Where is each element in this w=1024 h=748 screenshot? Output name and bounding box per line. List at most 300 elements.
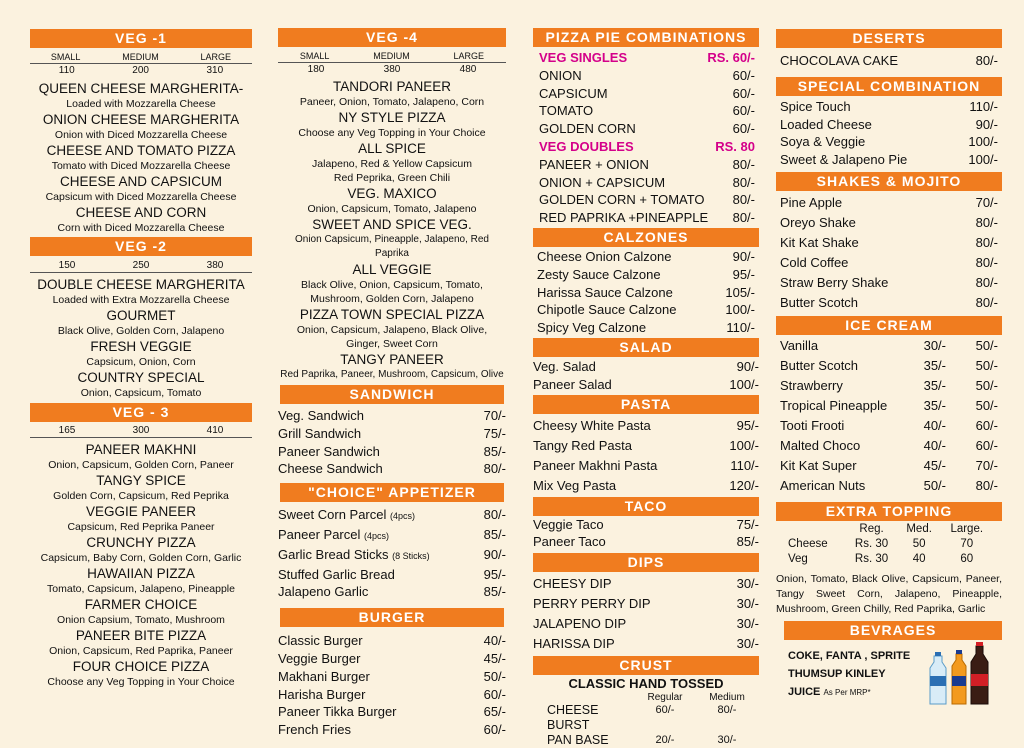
menu-row bbox=[278, 583, 506, 601]
menu-row bbox=[278, 443, 506, 461]
shakes-list bbox=[776, 191, 1002, 313]
singles-price: RS. 60/- bbox=[707, 50, 755, 65]
menu-item-desc: Onion with Diced Mozzarella Cheese bbox=[54, 129, 228, 141]
item-name: Sweet & Jalapeno Pie bbox=[780, 152, 908, 168]
menu-item-name: ALL SPICE bbox=[358, 141, 426, 156]
menu-item-name: TANGY SPICE bbox=[96, 473, 186, 488]
menu-item-name: NY STYLE PIZZA bbox=[338, 110, 446, 125]
item-name: PAN BASE bbox=[547, 733, 609, 748]
veg3-header: VEG - 3 bbox=[30, 403, 252, 422]
bevrage-line bbox=[788, 686, 871, 698]
size-large: LARGE bbox=[453, 51, 485, 61]
menu-item-desc: Tomato, Capsicum, Jalapeno, Pineapple bbox=[47, 583, 235, 595]
column-2 bbox=[278, 0, 506, 739]
menu-row bbox=[780, 116, 998, 134]
price-large: 380 bbox=[206, 260, 224, 271]
item-price: 60/- bbox=[732, 121, 755, 137]
menu-row bbox=[537, 266, 755, 284]
veg4-list bbox=[278, 78, 506, 382]
menu-item-name: CHEESE AND TOMATO PIZZA bbox=[46, 143, 236, 158]
extra-col: Large. bbox=[950, 522, 984, 535]
taco-list bbox=[533, 516, 759, 552]
item-price: 85/- bbox=[483, 526, 506, 542]
item-price: 90/- bbox=[736, 358, 759, 374]
menu-row bbox=[780, 273, 998, 293]
item-price: 50/- bbox=[483, 668, 506, 684]
menu-item-desc: Capsicum with Diced Mozzarella Cheese bbox=[45, 191, 237, 203]
item-price: 60/- bbox=[483, 686, 506, 702]
taco-header: TACO bbox=[533, 497, 759, 516]
item-price: 110/- bbox=[730, 457, 759, 473]
menu-row bbox=[533, 416, 759, 436]
menu-row bbox=[278, 407, 506, 425]
menu-row bbox=[533, 594, 759, 614]
menu-row bbox=[780, 376, 998, 396]
item-name: Stuffed Garlic Bread bbox=[278, 566, 395, 582]
menu-item-name: TANGY PANEER bbox=[340, 352, 444, 367]
menu-row bbox=[788, 537, 992, 552]
item-name: Paneer Taco bbox=[533, 534, 606, 550]
menu-item-desc: Capsicum, Red Peprika Paneer bbox=[67, 521, 215, 533]
menu-row bbox=[547, 733, 759, 748]
item-name: Loaded Cheese bbox=[780, 116, 872, 132]
item-name: PERRY PERRY DIP bbox=[533, 596, 651, 612]
veg2-prices bbox=[30, 259, 252, 273]
item-price: 80/- bbox=[975, 254, 998, 270]
item-price: 80/- bbox=[975, 234, 998, 250]
item-name: Veg. Salad bbox=[533, 358, 596, 374]
menu-row bbox=[537, 284, 755, 302]
item-price: 80/- bbox=[732, 210, 755, 226]
singles-label: VEG SINGLES bbox=[539, 50, 628, 65]
veg-doubles-row bbox=[539, 138, 755, 156]
item-price: 60/- bbox=[732, 85, 755, 101]
item-price: 40/- bbox=[923, 417, 946, 433]
column-3 bbox=[533, 0, 759, 748]
pizzapie-header: PIZZA PIE COMBINATIONS bbox=[533, 28, 759, 47]
item-name: Paneer Sandwich bbox=[278, 443, 380, 459]
menu-item-desc: Golden Corn, Capsicum, Red Peprika bbox=[53, 490, 229, 502]
crust-header: CRUST bbox=[533, 656, 759, 675]
crust-col-headers bbox=[547, 692, 759, 703]
menu-item-name: QUEEN CHEESE MARGHERITA- bbox=[38, 81, 244, 96]
doubles-label: VEG DOUBLES bbox=[539, 138, 634, 154]
menu-item-name: PANEER BITE PIZZA bbox=[75, 628, 207, 643]
item-price: 65/- bbox=[483, 704, 506, 720]
veg1-list bbox=[30, 80, 252, 235]
menu-row bbox=[780, 98, 998, 116]
item-price: 30/- bbox=[736, 576, 759, 592]
price-medium: 380 bbox=[383, 64, 401, 75]
item-price: 100/- bbox=[968, 134, 998, 150]
menu-row bbox=[533, 614, 759, 634]
bevrage-line: THUMSUP KINLEY bbox=[788, 667, 886, 680]
item-name: Veg. Sandwich bbox=[278, 408, 365, 423]
menu-item-name: VEG. MAXICO bbox=[347, 186, 437, 201]
item-name: RED PAPRIKA +PINEAPPLE bbox=[539, 210, 709, 226]
item-name: Tooti Frooti bbox=[780, 417, 845, 433]
item-price: 60 bbox=[960, 552, 974, 565]
price-large: 310 bbox=[206, 65, 224, 76]
item-name: Kit Kat Shake bbox=[780, 234, 859, 250]
item-name: Harissa Sauce Calzone bbox=[537, 284, 673, 300]
menu-row bbox=[780, 253, 998, 273]
menu-item-desc: Onion Capsium, Tomato, Mushroom bbox=[57, 614, 225, 626]
item-price: 75/- bbox=[736, 516, 759, 532]
item-price: 80/- bbox=[975, 214, 998, 230]
menu-row bbox=[533, 574, 759, 594]
item-name: Malted Choco bbox=[780, 437, 861, 453]
item-name: Tangy Red Pasta bbox=[533, 437, 633, 453]
menu-row bbox=[780, 476, 998, 496]
menu-item-desc: Onion, Capsicum, Golden Corn, Paneer bbox=[48, 459, 234, 471]
extra-col-headers bbox=[788, 522, 992, 537]
item-name: Vanilla bbox=[780, 337, 819, 353]
item-name: Kit Kat Super bbox=[780, 457, 857, 473]
menu-item-name: SWEET AND SPICE VEG. bbox=[312, 217, 472, 232]
menu-row bbox=[533, 436, 759, 456]
juice-label: JUICE bbox=[788, 685, 821, 698]
price-small: 180 bbox=[307, 64, 325, 75]
item-price: 100/- bbox=[968, 152, 998, 168]
size-small: SMALL bbox=[50, 52, 81, 62]
menu-item-name: PANEER MAKHNI bbox=[85, 442, 197, 457]
item-price: 60/- bbox=[483, 722, 506, 738]
item-name: Pine Apple bbox=[780, 194, 843, 210]
drink-bottles-icon bbox=[924, 642, 998, 708]
item-qty: (8 Sticks) bbox=[392, 550, 430, 561]
item-name: Veggie Burger bbox=[278, 650, 361, 666]
price-small: 150 bbox=[58, 260, 76, 271]
bevrage-line: COKE, FANTA , SPRITE bbox=[788, 649, 911, 662]
item-name: Tropical Pineapple bbox=[780, 397, 888, 413]
menu-item-desc: Paneer, Onion, Tomato, Jalapeno, Corn bbox=[299, 96, 485, 108]
menu-row bbox=[539, 156, 755, 174]
veg4-sizes bbox=[278, 50, 506, 62]
price-medium: 200 bbox=[132, 65, 149, 76]
menu-row bbox=[537, 319, 755, 337]
menu-row bbox=[539, 102, 755, 120]
item-price: Rs. 30 bbox=[854, 552, 889, 565]
price-small: 110 bbox=[58, 65, 75, 76]
item-name: Spice Touch bbox=[780, 98, 851, 114]
menu-item-name: FOUR CHOICE PIZZA bbox=[72, 659, 210, 674]
item-name: Straw Berry Shake bbox=[780, 274, 889, 290]
item-price: 75/- bbox=[483, 425, 506, 441]
item-price: 60/- bbox=[655, 704, 675, 717]
size-small: SMALL bbox=[299, 51, 330, 61]
bevrages-header: BEVRAGES bbox=[784, 621, 1002, 640]
item-price: 50/- bbox=[975, 397, 998, 413]
item-price: 100/- bbox=[729, 376, 759, 392]
menu-row bbox=[278, 425, 506, 443]
menu-item-name: FARMER CHOICE bbox=[84, 597, 198, 612]
menu-item-desc: Black Olive, Golden Corn, Jalapeno bbox=[57, 325, 225, 337]
item-name: Paneer Salad bbox=[533, 376, 612, 392]
menu-row bbox=[278, 668, 506, 686]
menu-item-name: CHEESE AND CORN bbox=[75, 205, 207, 220]
menu-row bbox=[780, 151, 998, 169]
menu-row bbox=[780, 416, 998, 436]
pasta-header: PASTA bbox=[533, 395, 759, 414]
menu-row bbox=[780, 356, 998, 376]
menu-row bbox=[278, 526, 506, 546]
item-name: Cold Coffee bbox=[780, 254, 849, 270]
item-price: 90/- bbox=[483, 546, 506, 562]
menu-row bbox=[533, 476, 759, 496]
menu-row bbox=[780, 336, 998, 356]
appetizer-header: "CHOICE" APPETIZER bbox=[280, 483, 504, 502]
extra-col: Med. bbox=[906, 522, 932, 535]
veg1-header: VEG -1 bbox=[30, 29, 252, 48]
price-small: 165 bbox=[58, 425, 76, 436]
extra-topping-header: EXTRA TOPPING bbox=[776, 502, 1002, 521]
menu-item-desc: Loaded with Extra Mozzarella Cheese bbox=[52, 294, 230, 306]
crust-col: Medium bbox=[709, 692, 745, 704]
item-price: 45/- bbox=[923, 457, 946, 473]
icecream-list bbox=[776, 335, 1002, 496]
menu-item-name: DOUBLE CHEESE MARGHERITA bbox=[37, 277, 245, 292]
menu-row bbox=[533, 634, 759, 654]
menu-item-desc: Onion, Capsicum, Tomato bbox=[80, 387, 202, 399]
menu-row bbox=[533, 456, 759, 476]
veg1-sizes bbox=[30, 51, 252, 63]
crust-subtitle: CLASSIC HAND TOSSED bbox=[568, 676, 724, 692]
pasta-list bbox=[533, 414, 759, 496]
item-price: 20/- bbox=[655, 734, 675, 747]
column-1 bbox=[30, 0, 252, 689]
item-price: 45/- bbox=[483, 650, 506, 666]
icecream-header: ICE CREAM bbox=[776, 316, 1002, 335]
item-name: Veg bbox=[788, 552, 808, 565]
item-price: 35/- bbox=[923, 397, 946, 413]
item-name: Paneer Parcel bbox=[278, 526, 361, 542]
veg2-header: VEG -2 bbox=[30, 237, 252, 256]
item-price: 80/- bbox=[975, 274, 998, 290]
calzones-header: CALZONES bbox=[533, 228, 759, 247]
item-price: 80/- bbox=[483, 507, 506, 523]
item-price: 50/- bbox=[975, 337, 998, 353]
menu-row bbox=[537, 248, 755, 266]
doubles-price: RS. 80 bbox=[715, 138, 755, 154]
crust-table bbox=[533, 692, 759, 748]
item-name: Chipotle Sauce Calzone bbox=[537, 302, 677, 318]
item-price: 35/- bbox=[923, 377, 946, 393]
item-price: 80/- bbox=[717, 704, 737, 717]
item-name: Grill Sandwich bbox=[278, 425, 362, 441]
veg4-header: VEG -4 bbox=[278, 28, 506, 47]
calzones-list bbox=[533, 247, 759, 337]
item-price: 70/- bbox=[975, 194, 998, 210]
item-price: 30/- bbox=[736, 596, 759, 612]
burger-list bbox=[278, 627, 506, 739]
item-name: Oreyo Shake bbox=[780, 214, 856, 230]
menu-row bbox=[539, 209, 755, 227]
item-name: HARISSA DIP bbox=[533, 636, 615, 652]
item-name: GOLDEN CORN + TOMATO bbox=[539, 192, 705, 208]
price-large: 480 bbox=[459, 64, 477, 75]
item-name: Makhani Burger bbox=[278, 668, 370, 684]
salad-list bbox=[533, 357, 759, 394]
menu-row bbox=[278, 566, 506, 584]
extra-topping-table bbox=[776, 521, 1002, 567]
menu-item-desc: Tomato with Diced Mozzarella Cheese bbox=[51, 160, 231, 172]
menu-row bbox=[278, 650, 506, 668]
item-name: ONION + CAPSICUM bbox=[539, 174, 666, 190]
menu-item-desc: Onion, Capsicum, Jalapeno, Black Olive, Ginger, Sweet Corn bbox=[296, 324, 488, 350]
item-price: 40/- bbox=[923, 437, 946, 453]
menu-row bbox=[533, 358, 759, 376]
item-name: Cheese bbox=[788, 537, 828, 550]
size-medium: MEDIUM bbox=[122, 52, 159, 62]
item-price: 80/- bbox=[975, 477, 998, 493]
menu-row bbox=[533, 516, 759, 534]
menu-item-name: ALL VEGGIE bbox=[352, 262, 432, 277]
item-name: CHEESE BURST bbox=[547, 703, 599, 733]
item-name: PANEER + ONION bbox=[539, 156, 649, 172]
menu-row bbox=[537, 301, 755, 319]
menu-item-desc: Capsicum, Baby Corn, Golden Corn, Garlic bbox=[40, 552, 242, 564]
menu-row bbox=[780, 52, 998, 70]
item-name: Strawberry bbox=[780, 377, 843, 393]
item-price: 80/- bbox=[732, 156, 755, 172]
item-price: 80/- bbox=[975, 294, 998, 310]
menu-row bbox=[278, 703, 506, 721]
item-price: 80/- bbox=[732, 192, 755, 208]
item-name: Cheesy White Pasta bbox=[533, 417, 651, 433]
item-price: 85/- bbox=[483, 443, 506, 459]
deserts-header: DESERTS bbox=[776, 29, 1002, 48]
dips-header: DIPS bbox=[533, 553, 759, 572]
item-price: 120/- bbox=[729, 477, 759, 493]
menu-row bbox=[788, 552, 992, 567]
menu-item-desc: Choose any Veg Topping in Your Choice bbox=[298, 127, 486, 139]
menu-row bbox=[278, 721, 506, 739]
item-name: Sweet Corn Parcel bbox=[278, 507, 387, 523]
menu-row bbox=[278, 686, 506, 704]
menu-row bbox=[780, 456, 998, 476]
veg2-list bbox=[30, 276, 252, 400]
menu-row bbox=[278, 460, 506, 478]
item-name: Mix Veg Pasta bbox=[533, 477, 617, 493]
item-name: Garlic Bread Sticks bbox=[278, 546, 389, 562]
menu-row bbox=[780, 233, 998, 253]
item-qty: (4pcs) bbox=[364, 530, 390, 541]
item-price: 70/- bbox=[975, 457, 998, 473]
extra-topping-note: Onion, Tomato, Black Olive, Capsicum, Paneer, Tangy Sweet Corn, Jalapeno, Pineapple, Mushroom, Green Chilly, Red Paprika, Garlic bbox=[776, 572, 1002, 615]
burger-header: BURGER bbox=[280, 608, 504, 627]
size-large: LARGE bbox=[200, 52, 232, 62]
deserts-list bbox=[776, 48, 1002, 70]
item-price: 60/- bbox=[732, 67, 755, 83]
appetizer-list bbox=[278, 502, 506, 601]
menu-row bbox=[278, 506, 506, 526]
menu-item-name: HAWAIIAN PIZZA bbox=[87, 566, 195, 581]
menu-item-desc: Choose any Veg Topping in Your Choice bbox=[47, 676, 235, 688]
extra-col: Reg. bbox=[859, 522, 884, 535]
price-medium: 300 bbox=[132, 425, 150, 436]
item-price: 50/- bbox=[975, 377, 998, 393]
item-qty: (4pcs) bbox=[390, 511, 416, 522]
sandwich-list bbox=[278, 404, 506, 478]
veg3-prices bbox=[30, 424, 252, 438]
pizzapie-list bbox=[533, 47, 759, 227]
menu-row bbox=[539, 67, 755, 85]
item-name: Cheese Sandwich bbox=[278, 461, 383, 477]
menu-item-desc: Onion, Capsicum, Tomato, Jalapeno bbox=[307, 203, 477, 215]
item-name: Cheese Onion Calzone bbox=[537, 248, 672, 264]
item-name: Harisha Burger bbox=[278, 686, 366, 702]
item-price: 30/- bbox=[736, 636, 759, 652]
item-price: 100/- bbox=[725, 302, 755, 318]
menu-item-desc: Corn with Diced Mozzarella Cheese bbox=[57, 222, 225, 234]
item-price: Rs. 30 bbox=[854, 537, 889, 550]
item-name: Classic Burger bbox=[278, 633, 363, 649]
menu-item-desc: Onion, Capsicum, Red Paprika, Paneer bbox=[49, 645, 233, 657]
veg3-list bbox=[30, 441, 252, 689]
menu-row bbox=[780, 436, 998, 456]
menu-item-desc: Red Paprika, Paneer, Mushroom, Capsicum, Olive bbox=[280, 369, 504, 380]
menu-item-desc: Onion Capsicum, Pineapple, Jalapeno, Red Paprika bbox=[294, 234, 489, 259]
item-price: 110/- bbox=[969, 98, 998, 114]
menu-row bbox=[780, 213, 998, 233]
menu-item-desc: Loaded with Mozzarella Cheese bbox=[66, 98, 216, 110]
menu-row bbox=[539, 174, 755, 192]
item-price: 60/- bbox=[975, 417, 998, 433]
item-price: 60/- bbox=[975, 437, 998, 453]
menu-item-name: FRESH VEGGIE bbox=[90, 339, 192, 354]
item-name: Butter Scotch bbox=[780, 357, 859, 373]
item-name: CHEESY DIP bbox=[533, 576, 612, 592]
item-name: TOMATO bbox=[539, 103, 594, 119]
item-price: 110/- bbox=[726, 320, 755, 336]
item-price: 100/- bbox=[729, 437, 759, 453]
menu-item-name: CHEESE AND CAPSICUM bbox=[59, 174, 223, 189]
item-price: 50 bbox=[912, 537, 926, 550]
sandwich-header: SANDWICH bbox=[280, 385, 504, 404]
price-large: 410 bbox=[206, 425, 224, 436]
item-name: Veggie Taco bbox=[533, 516, 604, 532]
item-price: 105/- bbox=[725, 284, 755, 300]
item-price: 70/- bbox=[483, 408, 506, 423]
menu-row bbox=[278, 632, 506, 650]
menu-row bbox=[780, 133, 998, 151]
item-price: 80/- bbox=[483, 461, 506, 477]
item-price: 30/- bbox=[736, 616, 759, 632]
item-name: Soya & Veggie bbox=[780, 134, 866, 150]
item-price: 35/- bbox=[923, 357, 946, 373]
special-header: SPECIAL COMBINATION bbox=[776, 77, 1002, 96]
menu-row bbox=[539, 85, 755, 103]
price-medium: 250 bbox=[132, 260, 150, 271]
bevrages-block bbox=[776, 640, 1002, 710]
item-name: Jalapeno Garlic bbox=[278, 584, 369, 600]
item-price: 80/- bbox=[975, 53, 998, 68]
menu-item-name: ONION CHEESE MARGHERITA bbox=[42, 112, 240, 127]
item-price: 80/- bbox=[732, 174, 755, 190]
item-price: 85/- bbox=[736, 534, 759, 550]
veg1-prices bbox=[30, 63, 252, 77]
menu-item-desc: Capsicum, Onion, Corn bbox=[86, 356, 196, 368]
size-medium: MEDIUM bbox=[373, 51, 410, 61]
column-4 bbox=[776, 0, 1002, 710]
item-price: 30/- bbox=[923, 337, 946, 353]
item-price: 85/- bbox=[483, 584, 506, 600]
veg4-prices bbox=[278, 62, 506, 76]
item-price: 40/- bbox=[483, 633, 506, 649]
item-name: Zesty Sauce Calzone bbox=[537, 266, 661, 282]
item-price: 50/- bbox=[923, 477, 946, 493]
